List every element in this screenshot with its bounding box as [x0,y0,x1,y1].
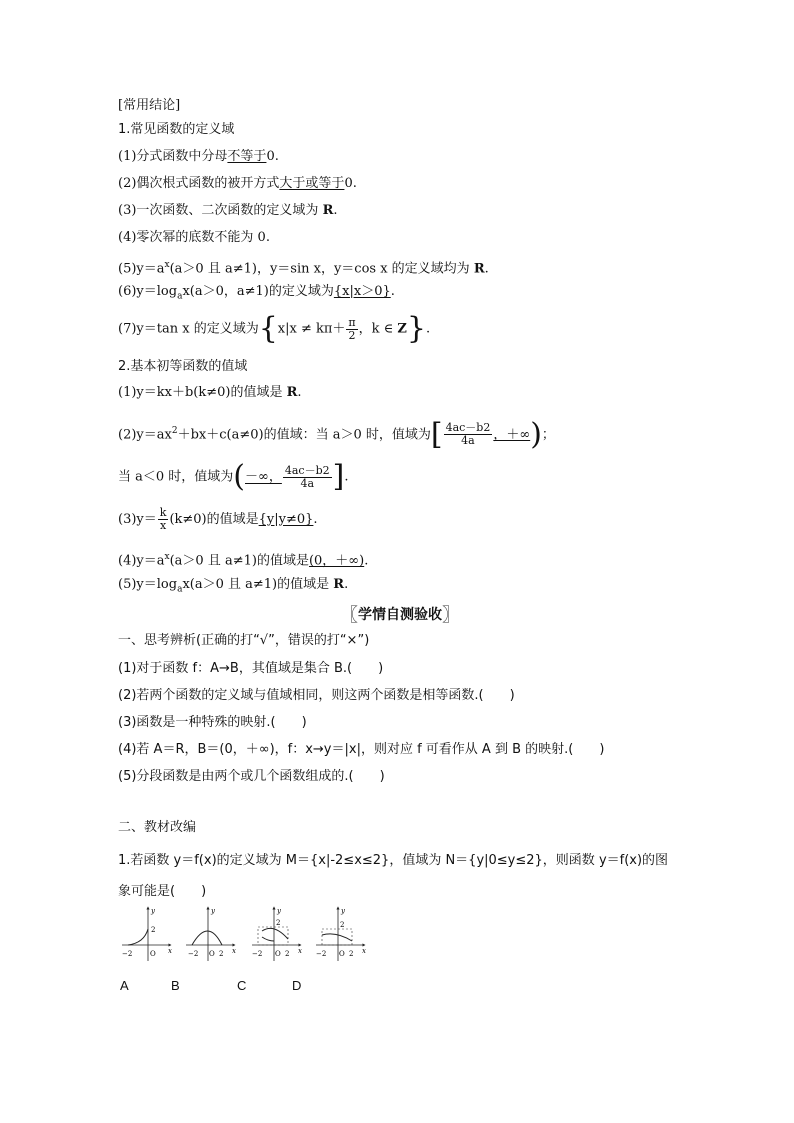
section2-title: 2.基本初等函数的值域 [118,359,248,374]
part2-title: 二、教材改编 [118,820,197,835]
option-graphs [118,905,378,967]
graph-b-two-label: 2 [219,950,224,958]
graph-a-y-label: y [151,907,155,915]
s1-item-4: (4)零次幂的底数不能为 0. [118,230,270,245]
s1-item-2: (2)偶次根式函数的被开方式大于或等于0. [118,176,357,191]
s2-item-5: $(5)y=\log_ax(a>0$ 且 a≠1)的值域是 R. [118,577,349,595]
graph-a [122,907,172,961]
part1-item-3: (3)函数是一种特殊的映射.( ) [118,715,307,730]
bracket-left-icon: 〖 [340,605,358,626]
graph-a-x-label: x [168,947,172,955]
banner-title: 学情自测验收 [358,607,442,623]
graph-a-two-label: 2 [151,926,156,934]
part1-item-5: (5)分段函数是由两个或几个函数组成的.( ) [118,769,385,784]
s1-item-7: (7)y＝tan x 的定义域为{x|x ≠ kπ＋ $\frac{\pi}{2}$ ，k ∈ Z}. [118,311,431,346]
part1-item-4: (4)若 A＝R，B＝(0，＋∞)，f：x→y＝|x|，则对应 f 可看作从 A 到 B 的映射.( ) [118,742,605,757]
graph-b [186,907,236,961]
graph-d [316,907,366,961]
part1-item-2: (2)若两个函数的定义域与值域相同，则这两个函数是相等函数.( ) [118,688,515,703]
graph-d-zero-label: O [339,950,345,958]
s2-item-1: (1)y＝kx＋b(k≠0)的值域是 R. [118,385,302,400]
option-d[interactable]: D [292,978,302,993]
s1-item-5: $(5)y=a^x(a>0$ 且 a≠1)，y＝sin x，y＝cos x 的定义域均为 R. [118,260,489,277]
graph-c-y-label: y [277,907,281,915]
bracket-right-icon: 〗 [442,605,460,626]
s1-item-3: (3)一次函数、二次函数的定义域为 R. [118,203,338,218]
graph-d-two-label: 2 [349,950,354,958]
graph-d-two-y-label: 2 [340,921,345,929]
s2-item-2b: 当 a＜0 时，值域为(－∞， $\frac{4ac-b2}{4a}$ ]. [118,459,349,494]
graph-c [252,907,302,961]
graph-a-neg2-label: −2 [122,950,133,958]
graph-b-neg2-label: −2 [188,950,199,958]
graph-b-zero-label: O [209,950,215,958]
question1-line2: 象可能是( ) [118,884,207,899]
graph-c-two-y-label: 2 [276,919,281,927]
graph-d-x-label: x [362,947,366,955]
option-a[interactable]: A [120,978,129,993]
section-banner [335,602,465,626]
s2-item-4: $(4)y=a^x(a>0$ 且 a≠1)的值域是(0，＋∞). [118,552,369,569]
conclusions-header: [常用结论] [118,98,181,113]
part1-item-1: (1)对于函数 f：A→B，其值域是集合 B.( ) [118,661,384,676]
question1-line1: 1.若函数 y＝f(x)的定义域为 M＝{x|-2≤x≤2}，值域为 N＝{y|0≤y≤2}，则函数 y＝f(x)的图 [118,853,669,868]
graph-a-zero-label: O [150,950,156,958]
section1-title: 1.常见函数的定义域 [118,122,235,137]
graph-c-neg2-label: −2 [252,950,263,958]
option-b[interactable]: B [171,978,180,993]
graph-c-x-label: x [298,947,302,955]
part1-title: 一、思考辨析(正确的打“√”，错误的打“×”) [118,633,370,648]
graph-b-x-label: x [232,947,236,955]
graph-d-y-label: y [341,907,345,915]
graph-c-two-label: 2 [285,950,290,958]
s2-item-2: $(2)y=ax^2+bx+c(a\ne 0)$的值域：当 a＞0 时，值域为[ $\frac{4ac-b2}{4a}$ ，＋∞)； [118,416,555,452]
option-c[interactable]: C [237,978,247,993]
graph-b-y-label: y [211,907,215,915]
s2-item-3: (3)y＝ $\frac{k}{x}$ (k≠0)的值域是{y|y≠0}. [118,506,318,532]
graph-c-zero-label: O [275,950,281,958]
s1-item-6: $(6)y=\log_ax(a>0$，a≠1)的定义域为{x|x＞0}. [118,284,395,302]
graph-d-neg2-label: −2 [316,950,327,958]
s1-item-1: (1)分式函数中分母不等于0. [118,149,279,164]
